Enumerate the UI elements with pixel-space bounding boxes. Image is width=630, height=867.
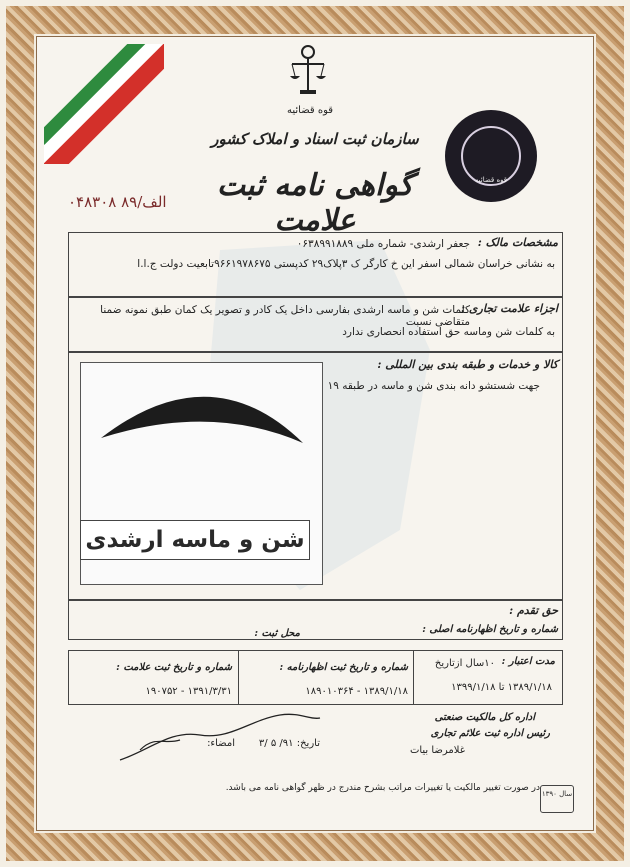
registration-label: شماره و تاریخ ثبت علامت : [116, 662, 232, 673]
owner-line1: جعفر ارشدی- شماره ملی ۰۶۳۸۹۹۱۸۸۹ [296, 238, 470, 250]
dates-divider-1 [238, 650, 239, 705]
application-value: ۱۳۸۹/۱/۱۸ - ۱۸۹۰۱۰۳۶۴ [305, 686, 408, 697]
validity-value: ۱۰سال ازتاریخ [434, 658, 495, 669]
priority-label: حق تقدم : [509, 604, 558, 617]
judiciary-label: قوه قضائیه [286, 105, 334, 116]
footer-stamp: سال ۱۳۹۰ [540, 785, 574, 813]
goods-label: کالا و خدمات و طبقه بندی بین المللی : [377, 358, 558, 371]
validity-range: ۱۳۸۹/۱/۱۸ تا ۱۳۹۹/۱/۱۸ [451, 682, 552, 693]
goods-line1: جهت شستشو دانه بندی شن و ماسه در طبقه ۱۹ [327, 380, 540, 392]
seal-text: قوه قضائیه [474, 176, 508, 184]
owner-line2: به نشانی خراسان شمالی اسفر این خ کارگر ک ۳پلاک۲۹ کدپستی ۹۶۶۱۹۷۸۶۷۵تابعیت دولت ج.ا.ا [137, 258, 555, 270]
scales-of-justice-icon [288, 44, 328, 100]
signature-date: تاریخ: ۹۱/ ۵ /۳ [258, 738, 320, 749]
arch-logo-icon [81, 363, 324, 523]
validity-label: مدت اعتبار : [501, 656, 555, 667]
signatory-title: رئیس اداره ثبت علائم تجاری [430, 728, 550, 739]
dates-divider-2 [413, 650, 414, 705]
iran-flag-icon [44, 44, 164, 164]
certificate-number: الف/۸۹ ۰۴۸۳۰۸ [68, 193, 167, 211]
footer-note: در صورت تغییر مالکیت یا تغییرات مراتب بشرح مندرج در ظهر گواهی نامه می باشد. [225, 783, 540, 793]
registration-value: ۱۳۹۱/۳/۳۱ - ۱۹۰۷۵۲ [145, 686, 232, 697]
handwritten-signature [110, 700, 330, 770]
mark-line1: کلمات شن و ماسه ارشدی بفارسی داخل یک کادر و تصویر یک کمان طبق نمونه ضمنا متقاضی نسبت [100, 304, 470, 328]
certificate-title: گواهی نامه ثبت علامت [216, 168, 414, 238]
application-label: شماره و تاریخ ثبت اظهارنامه : [279, 662, 408, 673]
mark-label: اجزاء علامت تجاری : [461, 302, 558, 315]
signatory-dept: اداره کل مالکیت صنعتی [434, 712, 535, 723]
owner-label: مشخصات مالک : [477, 236, 558, 249]
declaration-label: شماره و تاریخ اظهارنامه اصلی : [422, 624, 558, 635]
signature-label: امضاء: [207, 738, 235, 749]
registration-place-label: محل ثبت : [254, 628, 300, 639]
trademark-wordmark: شن و ماسه ارشدی [80, 520, 310, 560]
signatory-name: غلامرضا بیات [409, 745, 465, 756]
organization-name: سازمان ثبت اسناد و املاک کشور [211, 130, 419, 148]
judiciary-seal [445, 110, 537, 202]
mark-line2: به کلمات شن وماسه حق استفاده انحصاری ندارد [342, 326, 555, 338]
